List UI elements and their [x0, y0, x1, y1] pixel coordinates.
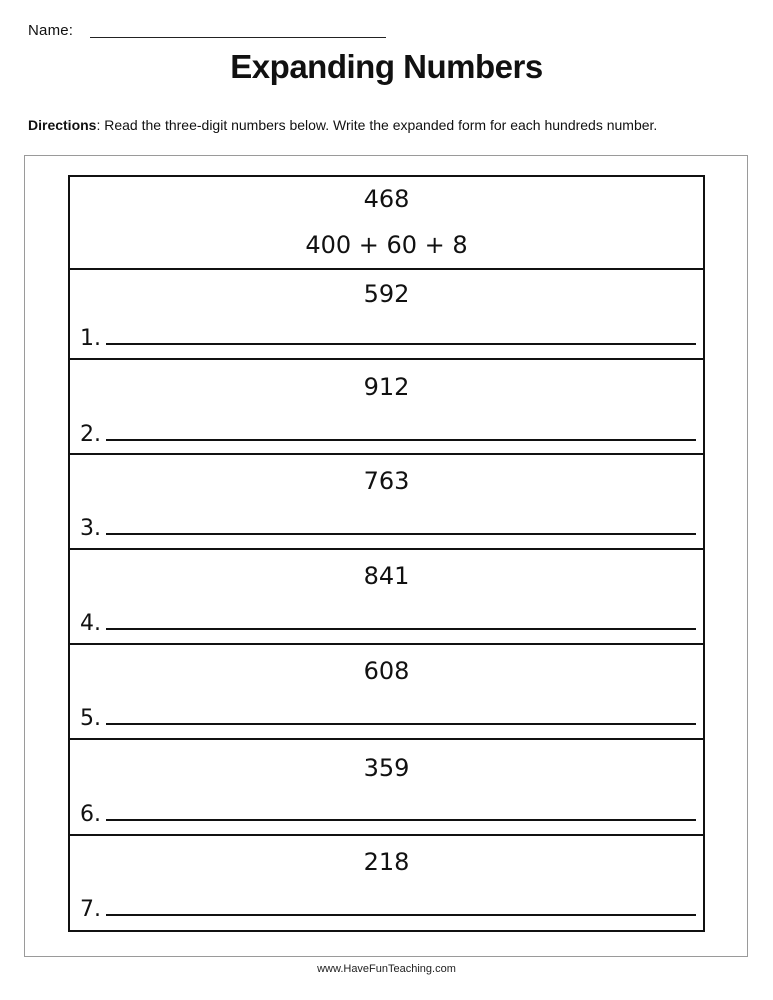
- example-number: 468: [363, 185, 410, 213]
- problem-index: 4.: [80, 611, 101, 636]
- answer-line[interactable]: [80, 897, 696, 922]
- problem-grid: [68, 175, 705, 932]
- answer-line[interactable]: [80, 516, 696, 541]
- problem-number: 912: [363, 373, 410, 401]
- problem-cell: [70, 836, 703, 930]
- problem-index: 1.: [80, 326, 101, 351]
- answer-line[interactable]: [80, 326, 696, 351]
- problem-cell: [70, 740, 703, 836]
- problem-number: 608: [363, 657, 410, 685]
- answer-blank[interactable]: [106, 914, 696, 916]
- problem-cell: [70, 645, 703, 740]
- answer-blank[interactable]: [106, 343, 696, 345]
- directions-label: Directions: [28, 117, 97, 133]
- problem-index: 6.: [80, 802, 101, 827]
- problem-cell: [70, 550, 703, 645]
- answer-line[interactable]: [80, 422, 696, 447]
- directions: [28, 116, 688, 134]
- problem-number: 841: [363, 562, 410, 590]
- problem-number: 763: [363, 467, 410, 495]
- answer-blank[interactable]: [106, 533, 696, 535]
- problem-number: 218: [363, 848, 410, 876]
- answer-blank[interactable]: [106, 628, 696, 630]
- problem-index: 3.: [80, 516, 101, 541]
- problem-cell: [70, 455, 703, 550]
- example-cell: [70, 177, 703, 270]
- problem-number: 359: [363, 754, 410, 782]
- name-label: Name:: [28, 22, 74, 39]
- answer-line[interactable]: [80, 706, 696, 731]
- footer-website: www.HaveFunTeaching.com: [317, 963, 456, 975]
- name-input-line[interactable]: [90, 37, 386, 38]
- answer-blank[interactable]: [106, 439, 696, 441]
- problem-cell: [70, 360, 703, 455]
- problem-index: 7.: [80, 897, 101, 922]
- problem-index: 5.: [80, 706, 101, 731]
- problem-number: 592: [363, 280, 410, 308]
- page-title: Expanding Numbers: [230, 48, 543, 85]
- directions-text: : Read the three-digit numbers below. Write the expanded form for each hundreds number.: [96, 117, 658, 133]
- answer-blank[interactable]: [106, 819, 696, 821]
- problem-cell: [70, 270, 703, 360]
- answer-blank[interactable]: [106, 723, 696, 725]
- answer-line[interactable]: [80, 611, 696, 636]
- problem-index: 2.: [80, 422, 101, 447]
- example-expanded-form: 400 + 60 + 8: [305, 231, 468, 259]
- answer-line[interactable]: [80, 802, 696, 827]
